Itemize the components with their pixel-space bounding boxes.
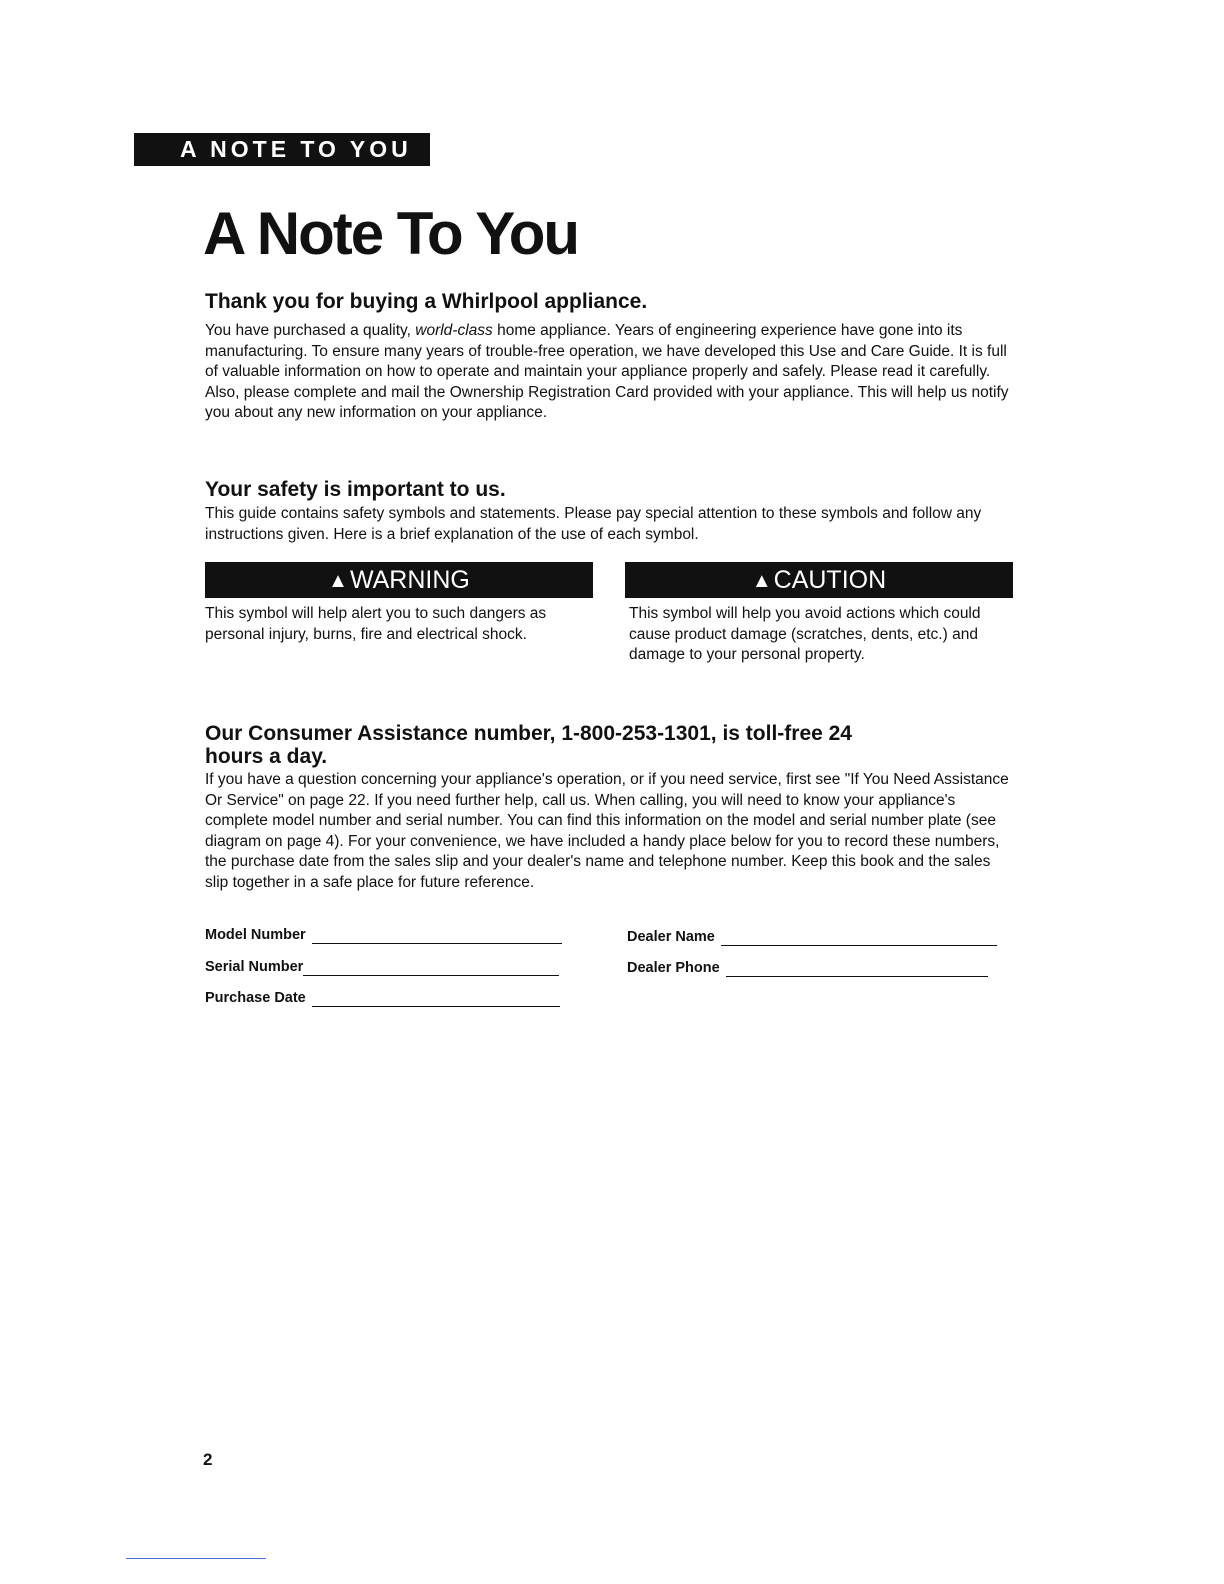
dealer-phone-label: Dealer Phone — [627, 960, 720, 976]
dealer-name-label: Dealer Name — [627, 929, 715, 945]
dealer-name-field[interactable] — [627, 928, 997, 946]
safety-heading: Your safety is important to us. — [205, 478, 506, 501]
assistance-heading: Our Consumer Assistance number, 1-800-253-1301, is toll-free 24 hours a day. — [205, 722, 852, 768]
thank-you-heading: Thank you for buying a Whirlpool appliance. — [205, 290, 648, 313]
world-class-emphasis: world-class — [415, 322, 493, 339]
footer-rule — [126, 1558, 266, 1559]
warning-icon: ▲ — [328, 570, 348, 592]
dealer-name-blank[interactable] — [721, 931, 997, 946]
model-number-blank[interactable] — [312, 929, 562, 944]
dealer-phone-field[interactable] — [627, 959, 988, 977]
page-number: 2 — [203, 1450, 213, 1469]
thank-you-paragraph — [205, 321, 1015, 424]
serial-number-blank[interactable] — [303, 961, 559, 976]
purchase-date-label: Purchase Date — [205, 990, 306, 1006]
caution-icon: ▲ — [751, 570, 772, 592]
model-number-label: Model Number — [205, 927, 306, 943]
section-tab: A NOTE TO YOU — [134, 133, 430, 166]
warning-label: WARNING — [349, 566, 470, 594]
purchase-date-field[interactable] — [205, 989, 560, 1007]
page-title: A Note To You — [203, 200, 579, 267]
safety-paragraph: This guide contains safety symbols and statements. Please pay special attention to these symbols and follow any instructions given. Here is a brief explanation of the use of each symbol. — [205, 505, 982, 543]
caution-banner — [625, 562, 1013, 598]
model-number-field[interactable] — [205, 926, 562, 944]
purchase-date-blank[interactable] — [312, 992, 560, 1007]
serial-number-field[interactable] — [205, 958, 559, 976]
warning-banner — [205, 562, 593, 598]
warning-description: This symbol will help alert you to such dangers as personal injury, burns, fire and electrical shock. — [205, 605, 547, 643]
thank-you-text-end: home appliance. Years of engineering experience have gone into its manufacturing. To ensure many years of trouble-free operation, we have developed this Use and Care Guide. It is full of valuable information on how to operate and maintain your appliance properly and safely. Please read it carefully. Also, please complete and mail the Ownership Registration Card provided with your appliance. This will help us notify you about any new information on your appliance. — [205, 322, 1009, 421]
dealer-phone-blank[interactable] — [726, 962, 988, 977]
serial-number-label: Serial Number — [205, 959, 304, 975]
caution-description: This symbol will help you avoid actions which could cause product damage (scratches, dents, etc.) and damage to your personal property. — [629, 605, 981, 663]
thank-you-text-start: You have purchased a quality, — [205, 322, 416, 339]
caution-label: CAUTION — [773, 566, 887, 594]
assistance-paragraph: If you have a question concerning your appliance's operation, or if you need service, first see "If You Need Assistance Or Service" on page 22. If you need further help, call us. When calling, you will need to know your appliance's complete model number and serial number. You can find this information on the model and serial number plate (see diagram on page 4). For your convenience, we have included a handy place below for you to record these numbers, the purchase date from the sales slip and your dealer's name and telephone number. Keep this book and the sales slip together in a safe place for future reference. — [205, 771, 1009, 891]
